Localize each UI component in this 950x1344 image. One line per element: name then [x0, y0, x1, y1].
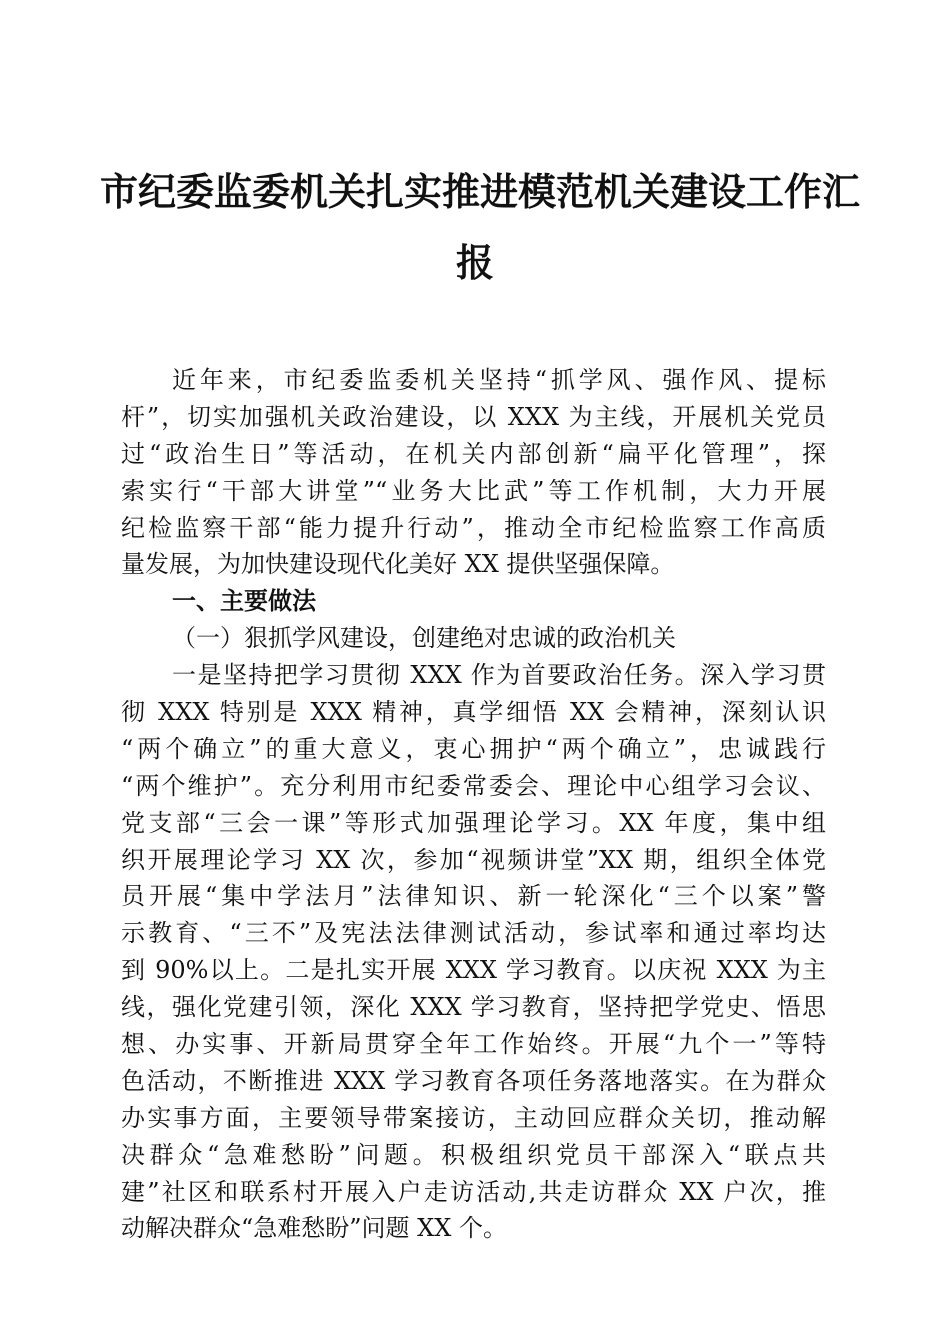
paragraph-line: 线，强化党建引领，深化 XXX 学习教育，坚持把学党史、悟思 [121, 993, 826, 1022]
paragraph-line: 办实事方面，主要领导带案接访，主动回应群众关切，推动解 [121, 1103, 826, 1132]
paragraph-line: 近年来，市纪委监委机关坚持“抓学风、强作风、提标 [172, 366, 826, 394]
paragraph-line: 过“政治生日”等活动，在机关内部创新“扁平化管理”，探 [121, 439, 826, 468]
document-title-line-1: 市纪委监委机关扎实推进模范机关建设工作汇 [100, 169, 861, 214]
paragraph-line: 彻 XXX 特别是 XXX 精神，真学细悟 XX 会精神，深刻认识 [121, 698, 826, 727]
paragraph-line: “两个确立”的重大意义，衷心拥护“两个确立”，忠诚践行 [121, 734, 826, 763]
subsection-heading: （一）狠抓学风建设，创建绝对忠诚的政治机关 [172, 624, 676, 653]
paragraph-line: 想、办实事、开新局贯穿全年工作始终。开展“九个一”等特 [121, 1030, 826, 1059]
paragraph-line: 纪检监察干部“能力提升行动”，推动全市纪检监察工作高质 [121, 513, 826, 542]
paragraph-line: 索实行“干部大讲堂”“业务大比武”等工作机制，大力开展 [121, 476, 826, 505]
paragraph-line: 到 90%以上。二是扎实开展 XXX 学习教育。以庆祝 XXX 为主 [121, 956, 826, 985]
section-heading: 一、主要做法 [172, 586, 316, 616]
paragraph-line: 织开展理论学习 XX 次，参加“视频讲堂”XX 期，组织全体党 [121, 845, 826, 874]
paragraph-line: 量发展，为加快建设现代化美好 XX 提供坚强保障。 [121, 550, 675, 579]
document-body [121, 362, 826, 1247]
paragraph-line: 动解决群众“急难愁盼”问题 XX 个。 [121, 1214, 507, 1243]
paragraph-line: 决群众“急难愁盼”问题。积极组织党员干部深入“联点共 [121, 1140, 826, 1169]
paragraph-line: 色活动，不断推进 XXX 学习教育各项任务落地落实。在为群众 [121, 1066, 826, 1095]
paragraph-line: 杆”，切实加强机关政治建设，以 XXX 为主线，开展机关党员 [121, 402, 826, 431]
paragraph-line: 示教育、“三不”及宪法法律测试活动，参试率和通过率均达 [121, 919, 826, 948]
paragraph-line: 员开展“集中学法月”法律知识、新一轮深化“三个以案”警 [121, 882, 826, 911]
paragraph-line: “两个维护”。充分利用市纪委常委会、理论中心组学习会议、 [121, 771, 826, 800]
paragraph-line: 党支部“三会一课”等形式加强理论学习。XX 年度，集中组 [121, 808, 826, 837]
paragraph-line: 建”社区和联系村开展入户走访活动,共走访群众 XX 户次，推 [121, 1177, 826, 1206]
document-title-line-2: 报 [455, 240, 494, 285]
paragraph-line: 一是坚持把学习贯彻 XXX 作为首要政治任务。深入学习贯 [172, 661, 826, 690]
